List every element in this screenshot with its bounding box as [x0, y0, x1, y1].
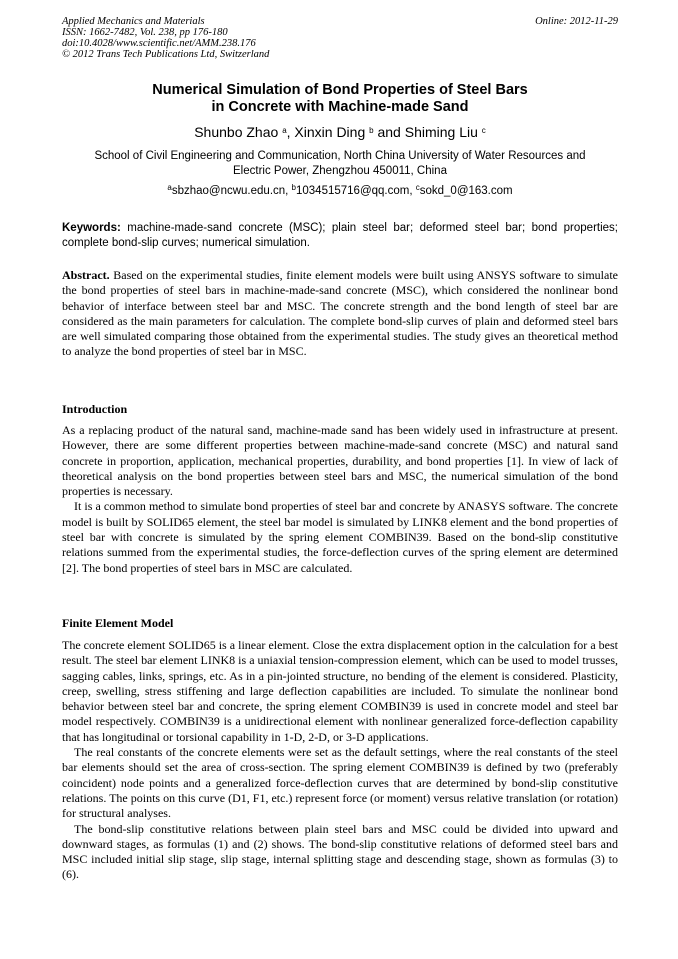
introduction-heading: Introduction — [62, 402, 128, 416]
email-c-sup: c — [415, 183, 420, 192]
email-b-sup: b — [291, 183, 296, 192]
abstract — [62, 268, 618, 360]
introduction-paragraph-1: As a replacing product of the natural sand, machine-made sand has been widely used in infrastructure at present. However, there are some different properties between machine-made-sand concrete (MSC) and natural sand concrete in proportion, application, mechanical properties, durability, and bond properties [1]. In view of lack of theoretical analysis on the bond properties between steel bars and MSC, the numerical simulation of the bond properties is necessary. — [62, 423, 618, 499]
fem-paragraph-3: The bond-slip constitutive relations between plain steel bars and MSC could be divided into upward and downward stages, as formulas (1) and (2) shows. The bond-slip constitutive relations of deformed steel bars and MSC included initial slip stage, slip stage, internal splitting stage and descending stage, shown as formulas (3) to (6). — [62, 821, 618, 882]
introduction-body — [62, 423, 618, 576]
keywords — [62, 221, 618, 251]
email-a: sbzhao@ncwu.edu.cn, — [171, 185, 292, 197]
fem-heading: Finite Element Model — [62, 616, 174, 630]
author-list — [62, 124, 618, 141]
author-and: and — [373, 124, 405, 140]
journal-name: Applied Mechanics and Materials — [62, 16, 205, 27]
introduction-paragraph-2: It is a common method to simulate bond properties of steel bar and concrete by ANASYS software. The concrete model is built by SOLID65 element, the steel bar model is simulated by LINK8 element and the bond properties of steel bar with concrete is simulated by the spring element COMBIN39. Based on the bond-slip constitutive relations summed from the experimental studies, the force-deflection curves of the spring element are determined [2]. The bond properties of steel bars in MSC are calculated. — [62, 499, 618, 575]
fem-paragraph-1: The concrete element SOLID65 is a linear element. Close the extra displacement option in the calculation for a best result. The steel bar element LINK8 is a uniaxial tension-compression element, which can be used to model trusses, sagging cables, links, springs, etc. As in a pin-jointed structure, no bending of the element is considered. Plasticity, creep, swelling, stress stiffening and large deflection capabilities are included. To simulate the nonlinear bond behavior between steel bar and concrete, the spring element COMBIN39 is used in concrete model and steel bar model respectively. COMBIN39 is a unidirectional element with nonlinear generalized force-deflection capability that has longitudinal or torsional capability in 1-D, 2-D, or 3-D applications. — [62, 638, 618, 744]
journal-header — [62, 16, 618, 60]
affiliation — [62, 149, 618, 179]
abstract-text: Based on the experimental studies, finite element models were built using ANSYS software to simulate the bond properties of steel bars in machine-made-sand concrete (MSC), which considered the nonlinear bond behavior of interface between steel bar and MSC. The concrete strength and the bond length of steel bar are considered as the main parameters for calculation. The complete bond-slip curves of plain and deformed steel bars are well simulated comparing those obtained from the experimental studies. The study gives an theoretical method to analyze the bond properties of steel bar in MSC. — [62, 268, 618, 359]
author-3: Shiming Liu — [404, 124, 478, 140]
doi-line: doi:10.4028/www.scientific.net/AMM.238.176 — [62, 38, 256, 49]
author-2-sup: b — [369, 126, 374, 135]
author-separator: , — [286, 124, 295, 140]
email-c: sokd_0@163.com — [419, 185, 513, 197]
keywords-text: machine-made-sand concrete (MSC); plain steel bar; deformed steel bar; bond properties; complete bond-slip curves; numerical simulation. — [62, 222, 618, 249]
affiliation-line-1: School of Civil Engineering and Communication, North China University of Water Resources and — [94, 150, 586, 162]
author-1-sup: a — [282, 126, 287, 135]
email-list — [62, 184, 618, 199]
author-2: Xinxin Ding — [294, 124, 366, 140]
paper-title — [62, 82, 618, 116]
title-line-1: Numerical Simulation of Bond Properties of Steel Bars — [152, 82, 528, 98]
issn-line: ISSN: 1662-7482, Vol. 238, pp 176-180 — [62, 27, 228, 38]
keywords-label: Keywords: — [62, 222, 121, 234]
email-b: 1034515716@qq.com, — [296, 185, 416, 197]
copyright-line: © 2012 Trans Tech Publications Ltd, Switzerland — [62, 49, 270, 60]
online-date: Online: 2012-11-29 — [535, 16, 618, 27]
fem-paragraph-2: The real constants of the concrete elements were set as the default settings, where the real constants of the steel bar elements should set the area of cross-section. The spring element COMBIN39 is defined by two (preferably coincident) node points and a generalized force-deflection curves that are determined by bond-slip constitutive relations. The points on this curve (D1, F1, etc.) represent force (or moment) versus relative translation (or rotation) for structural analyses. — [62, 745, 618, 821]
title-line-2: in Concrete with Machine-made Sand — [211, 99, 469, 115]
author-1: Shunbo Zhao — [194, 124, 279, 140]
author-3-sup: c — [481, 126, 486, 135]
email-a-sup: a — [167, 183, 172, 192]
fem-body — [62, 638, 618, 883]
affiliation-line-2: Electric Power, Zhengzhou 450011, China — [233, 165, 447, 177]
abstract-label: Abstract. — [62, 268, 110, 282]
